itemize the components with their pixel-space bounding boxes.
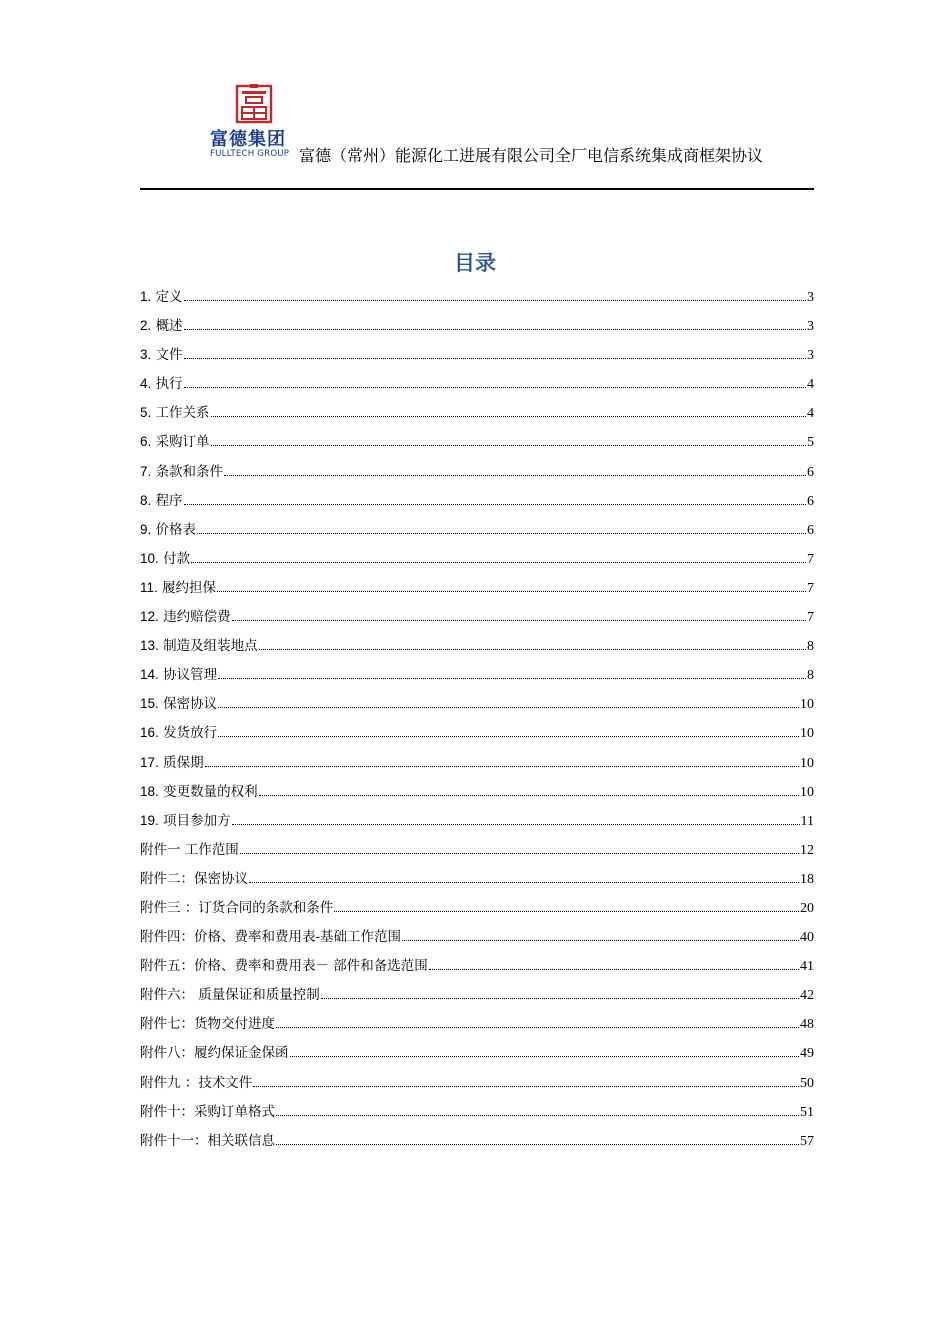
toc-entry[interactable]	[140, 809, 814, 838]
toc-entry-title	[140, 343, 183, 367]
toc-entry-number: 18.	[140, 783, 159, 799]
toc-entry-title	[140, 1012, 275, 1036]
toc-leader-dots	[184, 504, 806, 505]
toc-leader-dots	[240, 853, 799, 854]
toc-entry-page: 40	[800, 930, 814, 946]
document-header-title: 富德（常州）能源化工进展有限公司全厂电信系统集成商框架协议	[299, 146, 764, 165]
toc-entry-page: 51	[800, 1104, 814, 1120]
toc-entry-label: 附件五：价格、费率和费用表－ 部件和备选范围	[140, 958, 428, 975]
toc-entry[interactable]	[140, 1012, 814, 1041]
toc-leader-dots	[429, 969, 799, 970]
toc-entry-title	[140, 1100, 275, 1124]
toc-entry-label: 违约赔偿费	[163, 609, 231, 626]
toc-leader-dots	[184, 329, 806, 330]
toc-leader-dots	[217, 591, 806, 592]
toc-entry-page: 3	[807, 290, 814, 305]
toc-entry-label: 保密协议	[163, 696, 218, 713]
toc-leader-dots	[259, 649, 806, 650]
toc-leader-dots	[276, 1027, 799, 1028]
toc-entry-label: 概述	[155, 318, 183, 335]
toc-entry-label: 附件八：履约保证金保函	[140, 1045, 289, 1062]
toc-leader-dots	[184, 358, 806, 359]
toc-leader-dots	[197, 533, 806, 534]
toc-entry-page: 50	[800, 1075, 814, 1091]
toc-entry-title	[140, 1071, 252, 1095]
toc-leader-dots	[184, 387, 806, 388]
toc-entry[interactable]	[140, 372, 814, 401]
toc-entry-label: 附件七：货物交付进度	[140, 1016, 275, 1033]
toc-entry-page: 18	[800, 871, 814, 887]
toc-entry-number: 10.	[140, 550, 159, 566]
toc-entry-label: 条款和条件	[155, 463, 224, 480]
toc-entry-title	[140, 489, 183, 513]
toc-entry[interactable]	[140, 430, 814, 459]
toc-entry-title	[140, 576, 216, 600]
toc-entry-page: 7	[807, 580, 814, 596]
toc-entry-number: 1.	[140, 289, 152, 304]
toc-entry-label: 文件	[155, 347, 183, 364]
toc-entry-page: 8	[807, 639, 814, 655]
toc-entry[interactable]	[140, 838, 814, 867]
toc-entry-page: 8	[807, 668, 814, 684]
toc-entry-page: 3	[807, 319, 814, 335]
toc-entry[interactable]	[140, 780, 814, 809]
toc-entry-number: 8.	[140, 492, 152, 508]
toc-leader-dots	[232, 620, 806, 621]
toc-entry-title	[140, 605, 231, 629]
toc-leader-dots	[184, 300, 806, 301]
toc-entry-label: 附件三 ：订货合同的条款和条件	[140, 899, 334, 916]
toc-entry-label: 价格表	[155, 521, 197, 538]
toc-entry-page: 10	[800, 755, 814, 771]
toc-leader-dots	[276, 1144, 799, 1145]
toc-entry-number: 13.	[140, 638, 159, 654]
toc-entry-page: 42	[800, 988, 814, 1004]
toc-entry-label: 履约担保	[162, 579, 217, 596]
company-logo	[208, 84, 300, 164]
toc-entry-number: 19.	[140, 812, 159, 828]
toc-leader-dots	[191, 562, 806, 563]
toc-entry-number: 3.	[140, 347, 152, 363]
toc-entry-title	[140, 401, 210, 425]
toc-entry-page: 10	[800, 784, 814, 800]
toc-leader-dots	[276, 1115, 799, 1116]
toc-entry-page: 41	[800, 959, 814, 975]
toc-entry-title	[140, 780, 258, 804]
toc-entry-page: 11	[800, 813, 814, 829]
toc-entry-title	[140, 809, 231, 833]
toc-entry-label: 附件六： 质量保证和质量控制	[140, 987, 320, 1004]
toc-entry-label: 工作关系	[155, 405, 210, 422]
toc-entry-label: 附件四：价格、费率和费用表-基础工作范围	[140, 929, 402, 946]
toc-entry[interactable]	[140, 489, 814, 518]
toc-entry[interactable]	[140, 663, 814, 692]
toc-entry-title	[140, 285, 183, 309]
toc-leader-dots	[224, 475, 806, 476]
toc-entry-label: 附件一 工作范围	[140, 841, 239, 858]
toc-entry[interactable]	[140, 983, 814, 1012]
toc-entry-page: 4	[807, 406, 814, 422]
toc-entry-label: 项目参加方	[163, 812, 231, 829]
toc-entry-title	[140, 838, 239, 862]
toc-entry[interactable]	[140, 576, 814, 605]
toc-entry-title	[140, 430, 210, 454]
toc-entry-title	[140, 925, 401, 949]
toc-leader-dots	[402, 940, 799, 941]
toc-leader-dots	[218, 707, 799, 708]
toc-entry-title	[140, 751, 204, 775]
toc-entry-title	[140, 372, 183, 396]
toc-entry[interactable]	[140, 896, 814, 925]
toc-entry-number: 2.	[140, 318, 152, 334]
toc-entry-number: 5.	[140, 405, 152, 421]
toc-entry[interactable]	[140, 285, 814, 314]
toc-entry-label: 附件九 ：技术文件	[140, 1074, 253, 1091]
toc-entry[interactable]	[140, 721, 814, 750]
toc-entry-page: 48	[800, 1017, 814, 1033]
toc-entry-title	[140, 721, 217, 745]
toc-entry[interactable]	[140, 1071, 814, 1100]
fulltech-emblem-icon	[235, 84, 273, 124]
toc-entry[interactable]	[140, 547, 814, 576]
toc-entry-label: 执行	[155, 376, 183, 393]
toc-entry[interactable]	[140, 605, 814, 634]
toc-entry[interactable]	[140, 925, 814, 954]
toc-entry-label: 协议管理	[163, 667, 218, 684]
toc-entry-page: 10	[800, 697, 814, 713]
toc-entry-number: 6.	[140, 434, 152, 450]
toc-entry-title	[140, 634, 258, 658]
toc-entry-number: 17.	[140, 754, 159, 770]
toc-leader-dots	[205, 766, 799, 767]
toc-entry[interactable]	[140, 1100, 814, 1129]
toc-entry[interactable]	[140, 1041, 814, 1070]
toc-entry-page: 49	[800, 1046, 814, 1062]
toc-entry-label: 程序	[155, 492, 183, 509]
logo-text-en: FULLTECH GROUP	[210, 149, 290, 159]
toc-leader-dots	[218, 736, 799, 737]
toc-entry-title	[140, 692, 217, 716]
toc-entry-page: 4	[807, 377, 814, 393]
toc-entry-number: 11.	[140, 579, 158, 595]
toc-entry-title	[140, 1129, 275, 1153]
toc-leader-dots	[290, 1056, 800, 1057]
toc-entry-title	[140, 954, 428, 978]
toc-entry-number: 9.	[140, 521, 152, 537]
toc-entry-label: 定义	[155, 289, 183, 305]
toc-entry-page: 20	[800, 900, 814, 916]
toc-entry-title	[140, 867, 248, 891]
toc-entry-page: 6	[807, 464, 814, 480]
toc-entry-page: 6	[807, 522, 814, 538]
toc-entry-title	[140, 518, 196, 542]
toc-entry[interactable]	[140, 1129, 814, 1158]
toc-entry-number: 4.	[140, 376, 152, 392]
toc-entry-page: 7	[807, 610, 814, 626]
toc-entry-title	[140, 460, 223, 484]
toc-entry-page: 6	[807, 493, 814, 509]
toc-leader-dots	[334, 911, 799, 912]
table-of-contents	[140, 285, 814, 1158]
toc-leader-dots	[253, 1086, 799, 1087]
toc-leader-dots	[211, 416, 806, 417]
toc-entry-number: 14.	[140, 667, 159, 683]
toc-entry-label: 附件十一：相关联信息	[140, 1132, 275, 1149]
toc-entry-title	[140, 663, 217, 687]
toc-entry-number: 7.	[140, 463, 152, 479]
toc-entry-label: 制造及组装地点	[163, 638, 258, 655]
toc-entry-page: 7	[807, 551, 814, 567]
toc-heading: 目录	[454, 251, 496, 275]
header-divider	[140, 188, 814, 190]
toc-leader-dots	[259, 795, 799, 796]
toc-entry-title	[140, 1041, 289, 1065]
toc-entry[interactable]	[140, 692, 814, 721]
toc-entry-number: 16.	[140, 725, 159, 741]
toc-entry-page: 10	[800, 726, 814, 742]
toc-entry-label: 变更数量的权利	[163, 783, 258, 800]
toc-entry[interactable]	[140, 954, 814, 983]
toc-entry-label: 附件十：采购订单格式	[140, 1103, 275, 1120]
toc-entry[interactable]	[140, 867, 814, 896]
toc-entry-page: 12	[800, 842, 814, 858]
logo-text-cn: 富德集团	[210, 129, 286, 150]
toc-entry[interactable]	[140, 518, 814, 547]
toc-entry-label: 发货放行	[163, 725, 218, 742]
toc-entry-label: 附件二：保密协议	[140, 870, 248, 887]
toc-entry-label: 采购订单	[155, 434, 210, 451]
toc-entry[interactable]	[140, 401, 814, 430]
toc-leader-dots	[211, 445, 806, 446]
toc-entry-page: 3	[807, 348, 814, 364]
toc-leader-dots	[321, 998, 799, 999]
toc-entry[interactable]	[140, 314, 814, 343]
toc-entry-title	[140, 314, 183, 338]
toc-entry-page: 57	[800, 1133, 814, 1149]
toc-entry[interactable]	[140, 343, 814, 372]
toc-entry-number: 12.	[140, 609, 159, 625]
toc-entry-label: 质保期	[163, 754, 204, 771]
toc-entry[interactable]	[140, 460, 814, 489]
toc-entry-title	[140, 547, 190, 571]
toc-entry-label: 付款	[163, 550, 191, 567]
toc-entry-number: 15.	[140, 696, 159, 712]
toc-leader-dots	[249, 882, 799, 883]
toc-leader-dots	[232, 824, 800, 825]
toc-entry[interactable]	[140, 634, 814, 663]
toc-entry-title	[140, 983, 320, 1007]
toc-leader-dots	[218, 678, 806, 679]
toc-entry-title	[140, 896, 333, 920]
toc-entry[interactable]	[140, 751, 814, 780]
toc-entry-page: 5	[807, 435, 814, 451]
